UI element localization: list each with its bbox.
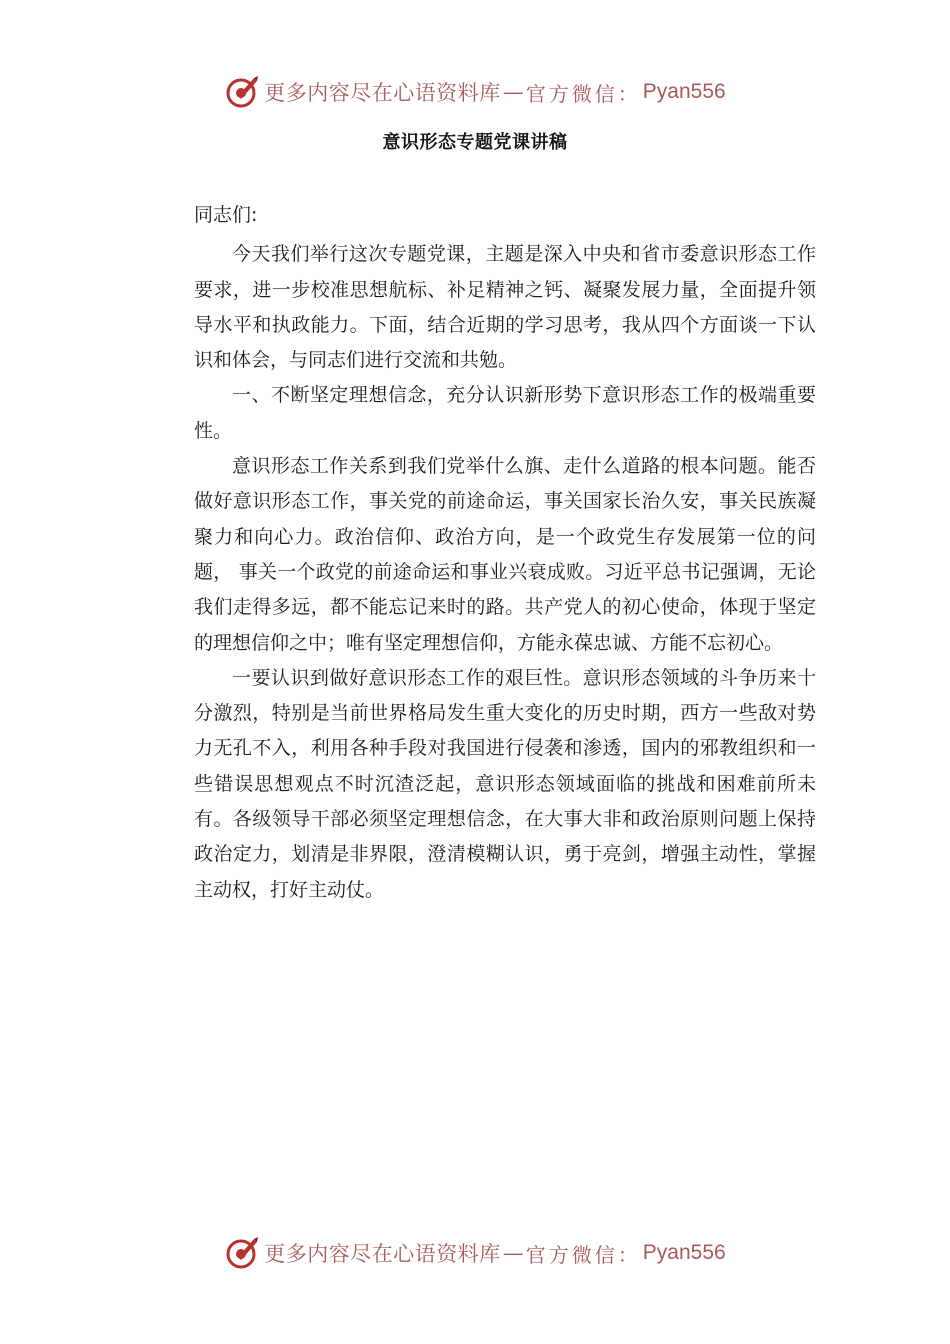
paragraph-ideology-importance: 意识形态工作关系到我们党举什么旗、走什么道路的根本问题。能否做好意识形态工作，事关党的前途命运，事关国家长治久安，事关民族凝聚力和向心力。政治信仰、政治方向，是一个政党生存发展第一位的问题， 事关一个政党的前途命运和事业兴衰成败。习近平总书记强调，无论我们走得多远，都不能忘记来时的路。共产党人的初心使命，体现于坚定的理想信仰之中；唯有坚定理想信仰，方能永葆忠诚、方能不忘初心。 bbox=[194, 455, 816, 654]
document-title: 意识形态专题党课讲稿 bbox=[382, 132, 568, 153]
paragraph-intro: 今天我们举行这次专题党课，主题是深入中央和省市委意识形态工作要求，进一步校准思想航标、补足精神之钙、凝聚发展力量，全面提升领导水平和执政能力。下面，结合近期的学习思考，我从四个方面谈一下认识和体会，与同志们进行交流和共勉。 bbox=[194, 243, 816, 372]
paragraph-ideology-difficulty: 一要认识到做好意识形态工作的艰巨性。意识形态领域的斗争历来十分激烈，特别是当前世界格局发生重大变化的历史时期，西方一些敌对势力无孔不入，利用各种手段对我国进行侵袭和渗透，国内的邪教组织和一些错误思想观点不时沉渣泛起，意识形态领域面临的挑战和困难前所未有。各级领导干部必须坚定理想信念，在大事大非和政治原则问题上保持政治定力，划清是非界限，澄清模糊认识，勇于亮剑，增强主动性，掌握主动权，打好主动仗。 bbox=[194, 666, 816, 901]
banner-account: Pyan556 bbox=[642, 80, 726, 103]
quill-seal-logo-icon bbox=[224, 1235, 260, 1271]
footer-banner bbox=[0, 1231, 950, 1275]
banner-slogan: 更多内容尽在心语资料库 bbox=[264, 81, 501, 105]
footer-banner-slogan: 更多内容尽在心语资料库 bbox=[264, 1242, 501, 1266]
quill-seal-logo-icon bbox=[224, 74, 260, 110]
section-heading-1: 一、不断坚定理想信念，充分认识新形势下意识形态工作的极端重要性。 bbox=[194, 384, 816, 442]
banner-wechat-label: 官方微信： bbox=[525, 81, 641, 106]
banner-separator: — bbox=[502, 80, 524, 104]
header-banner bbox=[0, 70, 950, 114]
footer-banner-account: Pyan556 bbox=[642, 1241, 726, 1264]
document-body bbox=[194, 198, 816, 908]
salutation: 同志们: bbox=[194, 204, 258, 226]
footer-banner-wechat-label: 官方微信： bbox=[525, 1242, 641, 1267]
footer-banner-separator: — bbox=[502, 1241, 524, 1265]
